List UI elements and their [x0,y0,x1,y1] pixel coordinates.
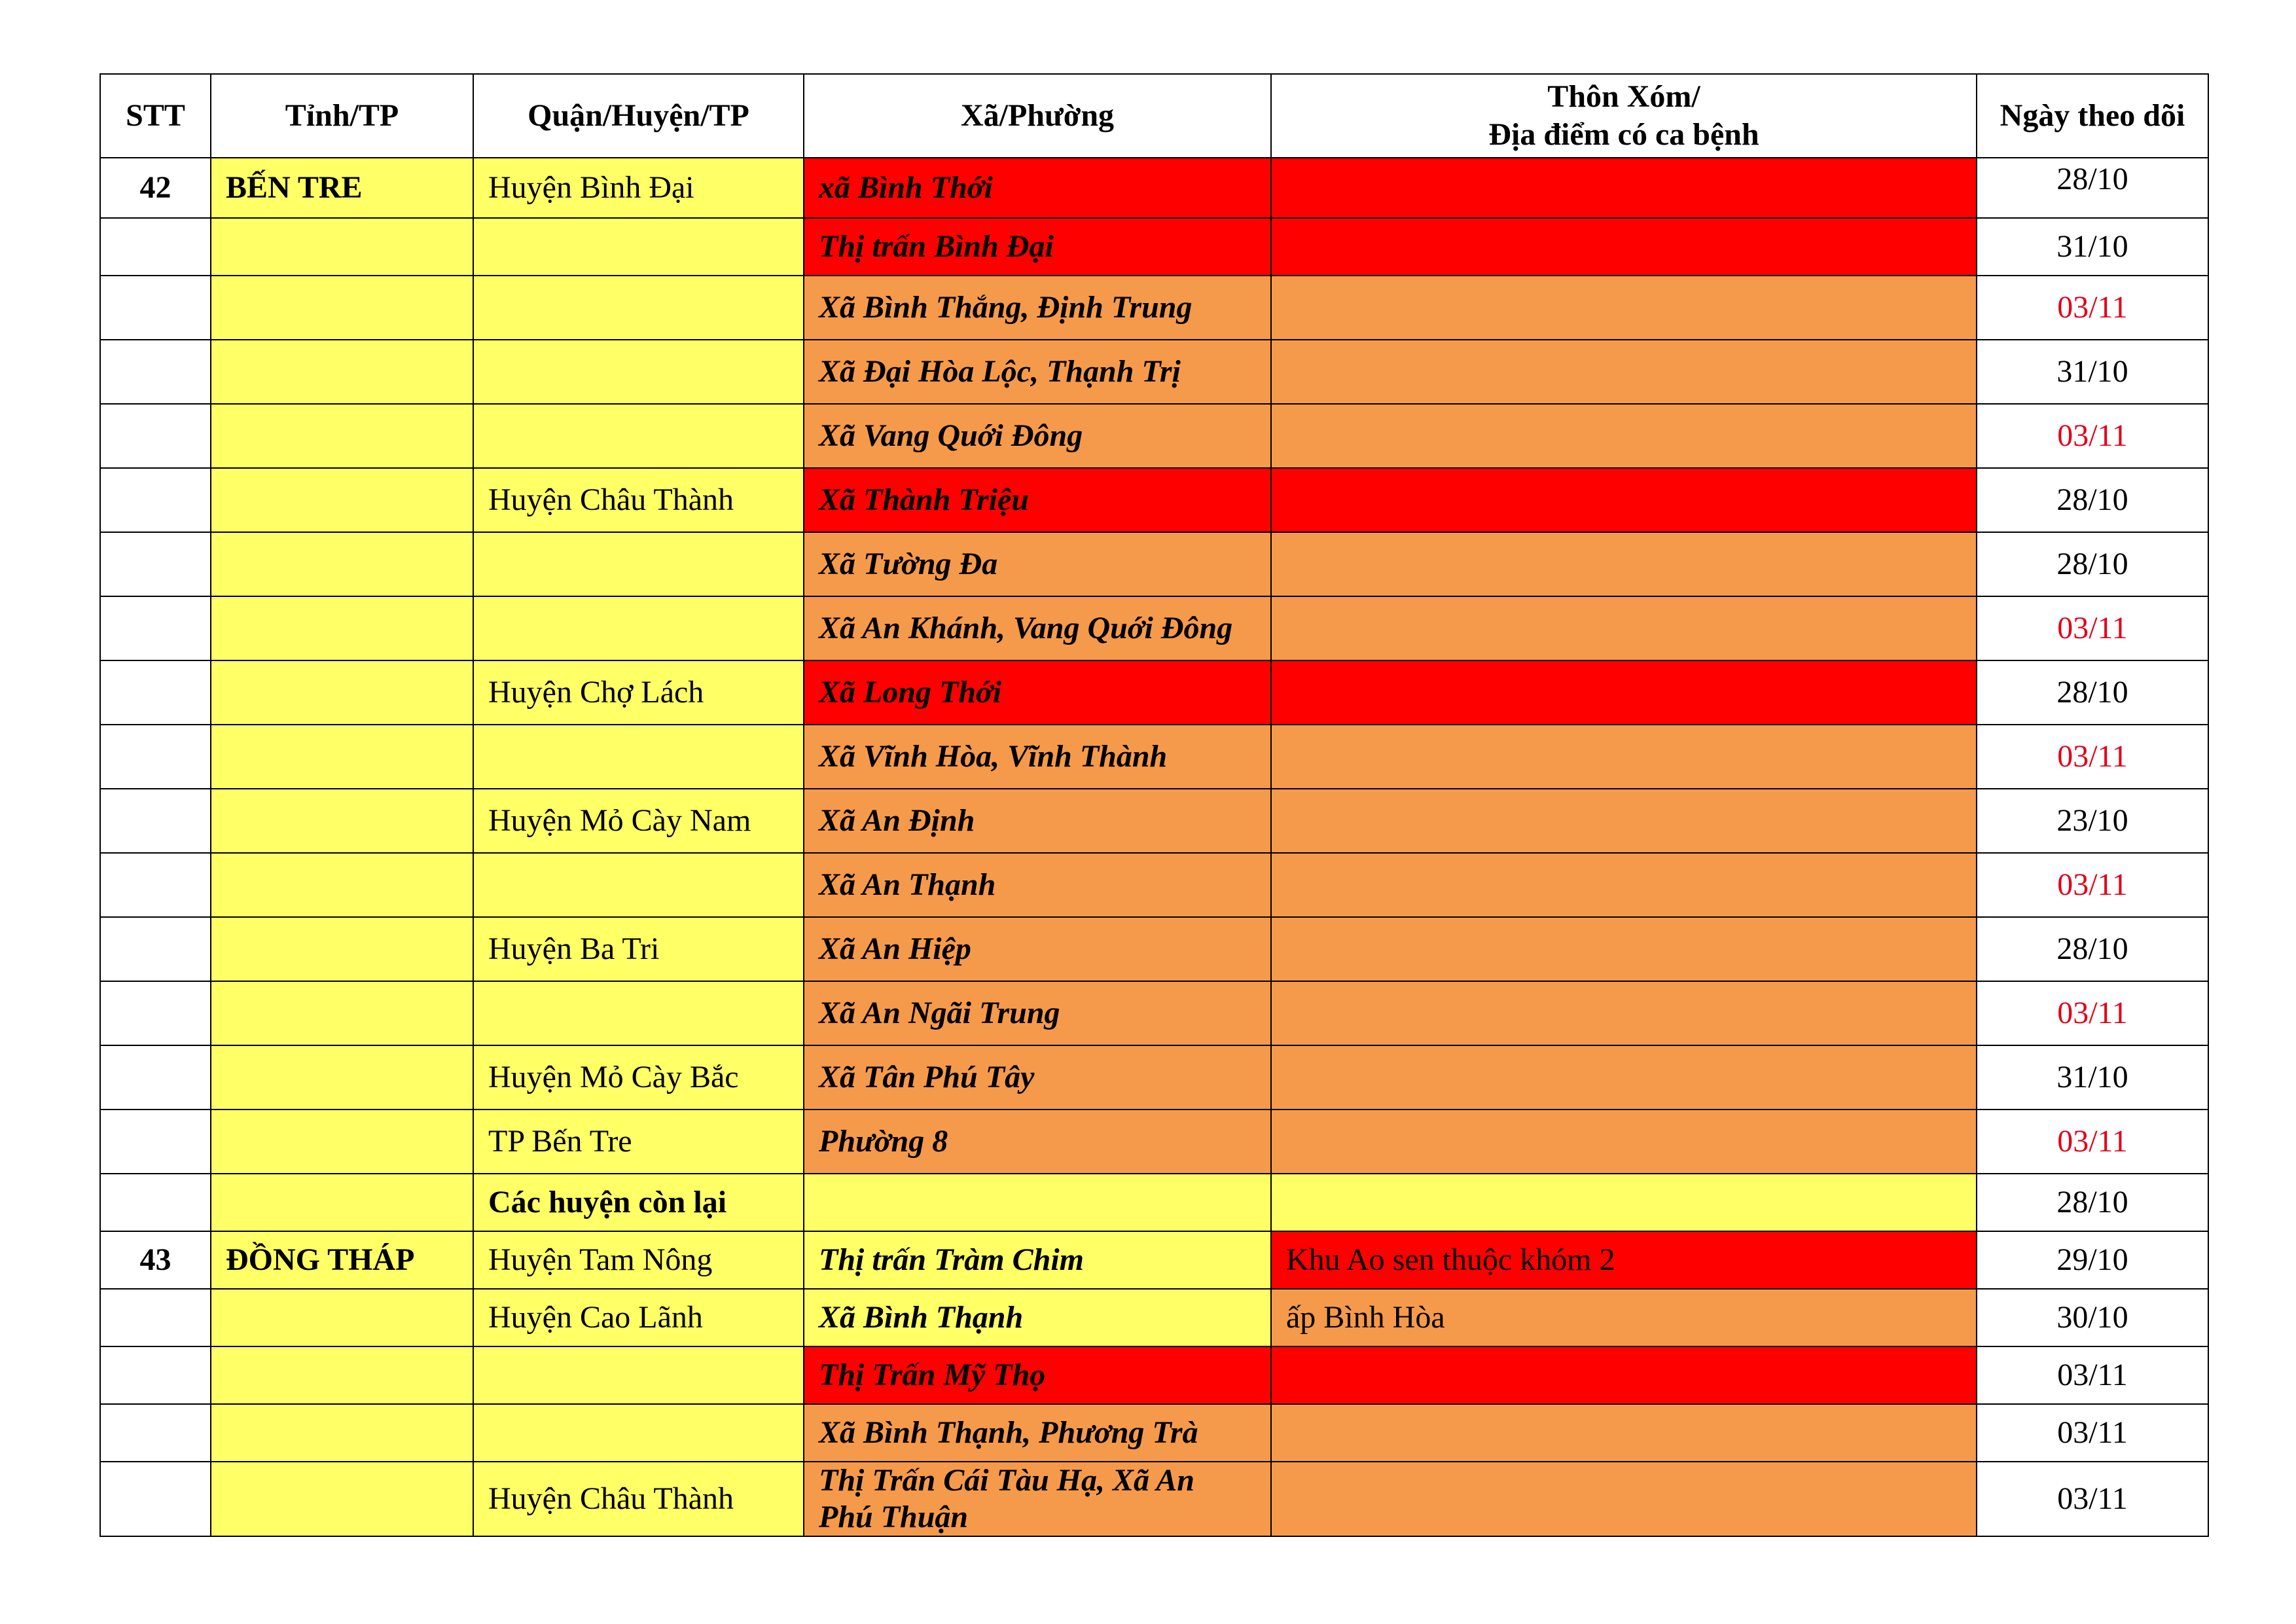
cell-xa: Thị trấn Bình Đại [804,218,1271,276]
cell-tinh [211,660,473,725]
table-row [100,340,2208,404]
cell-tinh [211,789,473,853]
cell-quan: Huyện Mỏ Cày Nam [473,789,804,853]
cell-thon [1271,276,1977,340]
cell-quan [473,725,804,789]
cell-thon [1271,1404,1977,1462]
cell-xa: Xã Đại Hòa Lộc, Thạnh Trị [804,340,1271,404]
cell-thon [1271,532,1977,596]
cell-thon [1271,1462,1977,1536]
table-row [100,158,2208,218]
cell-tinh [211,1346,473,1404]
cell-xa: Thị trấn Tràm Chim [804,1231,1271,1289]
cell-xa: Phường 8 [804,1110,1271,1174]
cell-quan: Các huyện còn lại [473,1174,804,1231]
cell-thon [1271,917,1977,981]
cell-tinh [211,1462,473,1536]
cell-quan [473,404,804,468]
cell-thon: ấp Bình Hòa [1271,1289,1977,1346]
header-thon [1271,74,1977,158]
table-body [100,158,2208,1536]
cell-tinh [211,596,473,660]
cell-thon [1271,725,1977,789]
cell-stt [100,1174,211,1231]
cell-xa: Xã Vang Quới Đông [804,404,1271,468]
cell-xa: Thị Trấn Mỹ Thọ [804,1346,1271,1404]
cell-thon [1271,596,1977,660]
table-row [100,917,2208,981]
cell-tinh [211,532,473,596]
cell-quan [473,218,804,276]
table-row [100,1289,2208,1346]
cell-xa: Xã An Ngãi Trung [804,981,1271,1045]
cell-thon [1271,789,1977,853]
cell-tinh [211,1289,473,1346]
cell-quan: Huyện Ba Tri [473,917,804,981]
cell-quan: Huyện Tam Nông [473,1231,804,1289]
cell-stt [100,404,211,468]
cell-tinh [211,218,473,276]
table-row [100,468,2208,532]
cell-xa [804,1174,1271,1231]
cell-quan: TP Bến Tre [473,1110,804,1174]
cell-stt [100,1462,211,1536]
cell-tinh [211,917,473,981]
cell-stt [100,789,211,853]
cell-stt [100,1289,211,1346]
outbreak-table [99,73,2209,1537]
cell-xa: Xã An Thạnh [804,853,1271,917]
table-row [100,1462,2208,1536]
cell-ngay: 03/11 [1977,981,2208,1045]
cell-thon: Khu Ao sen thuộc khóm 2 [1271,1231,1977,1289]
cell-tinh [211,1174,473,1231]
cell-tinh [211,1404,473,1462]
cell-tinh [211,404,473,468]
cell-stt [100,218,211,276]
cell-quan [473,340,804,404]
cell-quan [473,981,804,1045]
cell-ngay: 03/11 [1977,276,2208,340]
cell-ngay: 30/10 [1977,1289,2208,1346]
cell-stt [100,596,211,660]
cell-tinh [211,725,473,789]
cell-stt [100,1346,211,1404]
cell-ngay: 28/10 [1977,917,2208,981]
cell-tinh [211,1045,473,1110]
cell-xa: Xã Vĩnh Hòa, Vĩnh Thành [804,725,1271,789]
cell-quan [473,276,804,340]
cell-ngay: 03/11 [1977,1404,2208,1462]
cell-stt [100,917,211,981]
table-row [100,660,2208,725]
cell-quan [473,532,804,596]
cell-ngay: 03/11 [1977,404,2208,468]
cell-ngay: 03/11 [1977,853,2208,917]
cell-ngay: 31/10 [1977,340,2208,404]
cell-thon [1271,340,1977,404]
cell-thon [1271,660,1977,725]
table-row [100,853,2208,917]
cell-tinh [211,981,473,1045]
cell-thon [1271,1174,1977,1231]
cell-xa: Xã Long Thới [804,660,1271,725]
cell-ngay: 03/11 [1977,596,2208,660]
table-row [100,1231,2208,1289]
cell-thon [1271,1346,1977,1404]
cell-ngay: 03/11 [1977,1346,2208,1404]
cell-thon [1271,404,1977,468]
cell-tinh [211,340,473,404]
table-row [100,725,2208,789]
table-row [100,404,2208,468]
cell-thon [1271,468,1977,532]
cell-xa: Xã Bình Thạnh, Phương Trà [804,1404,1271,1462]
table-row [100,218,2208,276]
cell-stt [100,1404,211,1462]
cell-thon [1271,981,1977,1045]
cell-quan [473,853,804,917]
header-stt: STT [100,74,211,158]
cell-quan: Huyện Bình Đại [473,158,804,218]
cell-quan: Huyện Châu Thành [473,468,804,532]
cell-xa: Xã Thành Triệu [804,468,1271,532]
header-ngay: Ngày theo dõi [1977,74,2208,158]
cell-xa: Xã Bình Thắng, Định Trung [804,276,1271,340]
cell-xa: Xã An Định [804,789,1271,853]
cell-ngay: 28/10 [1977,532,2208,596]
cell-tinh [211,276,473,340]
table-row [100,596,2208,660]
cell-tinh [211,468,473,532]
cell-xa: xã Bình Thới [804,158,1271,218]
header-tinh: Tỉnh/TP [211,74,473,158]
table-row [100,981,2208,1045]
cell-quan: Huyện Mỏ Cày Bắc [473,1045,804,1110]
cell-stt [100,1110,211,1174]
cell-stt [100,1045,211,1110]
table-row [100,1174,2208,1231]
table-row [100,532,2208,596]
header-thon-line1: Thôn Xóm/ [1547,79,1700,114]
cell-stt: 43 [100,1231,211,1289]
cell-ngay: 29/10 [1977,1231,2208,1289]
cell-ngay: 03/11 [1977,725,2208,789]
cell-ngay: 03/11 [1977,1462,2208,1536]
cell-stt [100,981,211,1045]
header-xa: Xã/Phường [804,74,1271,158]
cell-stt [100,532,211,596]
table-row [100,1110,2208,1174]
cell-tinh [211,853,473,917]
cell-ngay: 28/10 [1977,660,2208,725]
cell-tinh: BẾN TRE [211,158,473,218]
cell-quan: Huyện Cao Lãnh [473,1289,804,1346]
table-row [100,1346,2208,1404]
cell-xa: Thị Trấn Cái Tàu Hạ, Xã An Phú Thuận [804,1462,1271,1536]
cell-ngay: 03/11 [1977,1110,2208,1174]
table-row [100,1045,2208,1110]
cell-stt [100,853,211,917]
cell-stt [100,340,211,404]
cell-quan: Huyện Châu Thành [473,1462,804,1536]
cell-xa: Xã Tân Phú Tây [804,1045,1271,1110]
table-row [100,276,2208,340]
cell-tinh [211,1110,473,1174]
cell-stt [100,660,211,725]
cell-xa: Xã An Hiệp [804,917,1271,981]
cell-stt [100,468,211,532]
header-row [100,74,2208,158]
cell-thon [1271,853,1977,917]
table-row [100,789,2208,853]
cell-ngay: 28/10 [1977,158,2208,218]
header-thon-line2: Địa điểm có ca bệnh [1488,117,1759,152]
cell-ngay: 28/10 [1977,1174,2208,1231]
cell-stt [100,276,211,340]
cell-stt [100,725,211,789]
cell-stt: 42 [100,158,211,218]
cell-ngay: 23/10 [1977,789,2208,853]
cell-ngay: 31/10 [1977,1045,2208,1110]
cell-quan [473,596,804,660]
header-quan: Quận/Huyện/TP [473,74,804,158]
cell-quan [473,1346,804,1404]
cell-ngay: 28/10 [1977,468,2208,532]
cell-ngay: 31/10 [1977,218,2208,276]
cell-xa: Xã Bình Thạnh [804,1289,1271,1346]
cell-quan: Huyện Chợ Lách [473,660,804,725]
cell-quan [473,1404,804,1462]
table-row [100,1404,2208,1462]
cell-thon [1271,1110,1977,1174]
cell-xa: Xã Tường Đa [804,532,1271,596]
cell-tinh: ĐỒNG THÁP [211,1231,473,1289]
cell-thon [1271,158,1977,218]
cell-xa: Xã An Khánh, Vang Quới Đông [804,596,1271,660]
cell-thon [1271,1045,1977,1110]
cell-thon [1271,218,1977,276]
